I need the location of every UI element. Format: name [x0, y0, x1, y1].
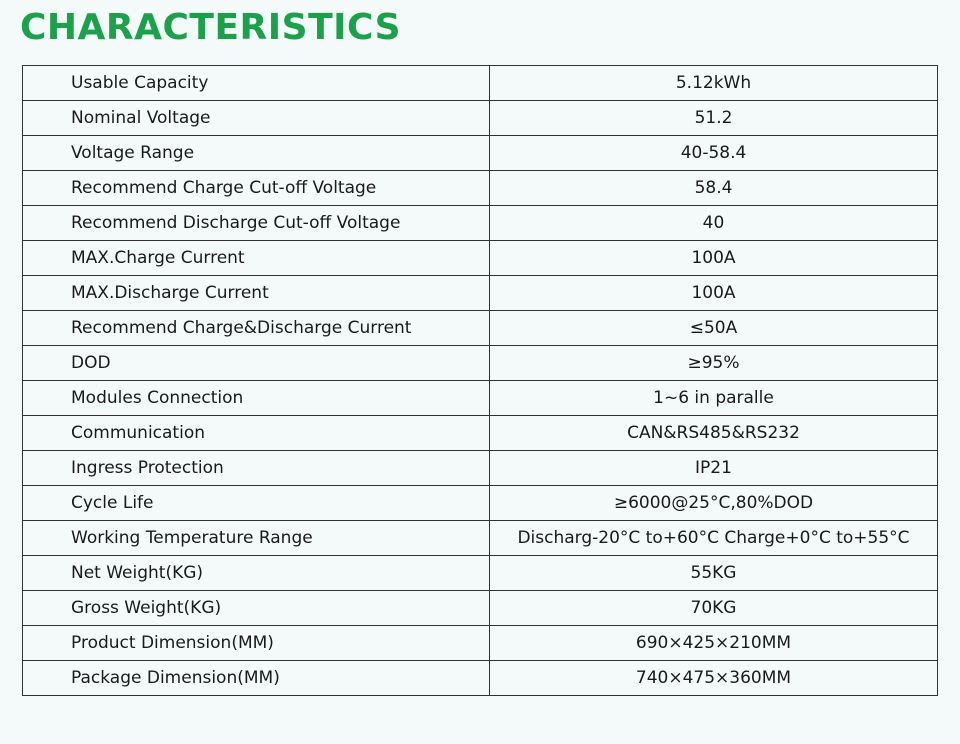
spec-label: Recommend Charge&Discharge Current [23, 311, 490, 346]
spec-label: Net Weight(KG) [23, 556, 490, 591]
spec-label: Modules Connection [23, 381, 490, 416]
table-row [23, 381, 938, 416]
table-row [23, 591, 938, 626]
spec-value: 1~6 in paralle [490, 381, 938, 416]
spec-value: Discharg-20°C to+60°C Charge+0°C to+55°C [490, 521, 938, 556]
spec-label: MAX.Discharge Current [23, 276, 490, 311]
spec-value: ≥6000@25°C,80%DOD [490, 486, 938, 521]
spec-value: ≤50A [490, 311, 938, 346]
spec-label: Usable Capacity [23, 66, 490, 101]
spec-value: 51.2 [490, 101, 938, 136]
spec-label: Cycle Life [23, 486, 490, 521]
spec-value: 40-58.4 [490, 136, 938, 171]
spec-label: Voltage Range [23, 136, 490, 171]
spec-label: Nominal Voltage [23, 101, 490, 136]
table-row [23, 346, 938, 381]
spec-value: 100A [490, 241, 938, 276]
spec-label: MAX.Charge Current [23, 241, 490, 276]
table-row [23, 276, 938, 311]
table-row [23, 451, 938, 486]
spec-value: 100A [490, 276, 938, 311]
spec-value: 40 [490, 206, 938, 241]
spec-value: IP21 [490, 451, 938, 486]
spec-value: 58.4 [490, 171, 938, 206]
spec-value: ≥95% [490, 346, 938, 381]
table-row [23, 66, 938, 101]
spec-label: Ingress Protection [23, 451, 490, 486]
spec-label: Working Temperature Range [23, 521, 490, 556]
spec-label: DOD [23, 346, 490, 381]
spec-label: Product Dimension(MM) [23, 626, 490, 661]
table-row [23, 521, 938, 556]
spec-value: 740×475×360MM [490, 661, 938, 696]
spec-label: Communication [23, 416, 490, 451]
table-row [23, 311, 938, 346]
table-row [23, 626, 938, 661]
table-row [23, 171, 938, 206]
table-row [23, 241, 938, 276]
spec-value: CAN&RS485&RS232 [490, 416, 938, 451]
spec-value: 55KG [490, 556, 938, 591]
table-row [23, 556, 938, 591]
table-row [23, 416, 938, 451]
spec-label: Recommend Charge Cut-off Voltage [23, 171, 490, 206]
page-title: CHARACTERISTICS [20, 7, 402, 48]
table-row [23, 136, 938, 171]
table-row [23, 101, 938, 136]
table-row [23, 206, 938, 241]
spec-label: Recommend Discharge Cut-off Voltage [23, 206, 490, 241]
table-row [23, 486, 938, 521]
spec-label: Gross Weight(KG) [23, 591, 490, 626]
characteristics-table [22, 65, 938, 696]
spec-value: 5.12kWh [490, 66, 938, 101]
spec-label: Package Dimension(MM) [23, 661, 490, 696]
table-row [23, 661, 938, 696]
spec-value: 690×425×210MM [490, 626, 938, 661]
spec-value: 70KG [490, 591, 938, 626]
